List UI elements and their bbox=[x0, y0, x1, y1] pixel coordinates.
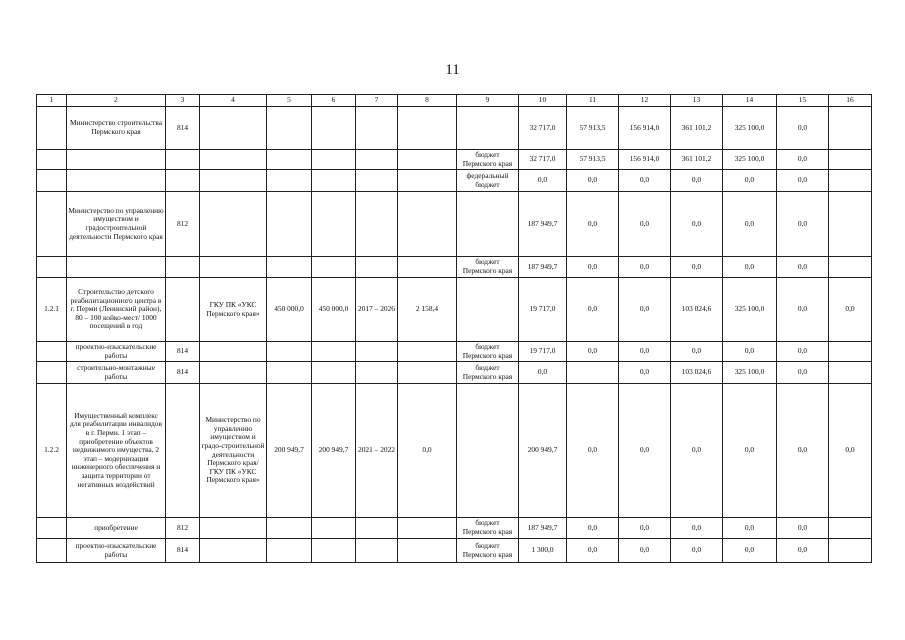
table-cell: 2 158,4 bbox=[398, 278, 457, 342]
table-cell: приобретение bbox=[67, 518, 166, 539]
table-cell bbox=[37, 257, 67, 278]
table-cell bbox=[200, 150, 267, 170]
table-cell bbox=[267, 257, 312, 278]
table-cell bbox=[37, 539, 67, 563]
table-cell: 0,0 bbox=[619, 362, 671, 384]
table-cell: бюджет Пермского края bbox=[457, 539, 519, 563]
table-cell: 0,0 bbox=[567, 170, 619, 192]
table-cell: 450 000,0 bbox=[312, 278, 356, 342]
table-cell: 156 914,0 bbox=[619, 107, 671, 150]
table-cell: 325 100,0 bbox=[723, 107, 777, 150]
table-cell: 0,0 bbox=[567, 278, 619, 342]
table-cell bbox=[398, 150, 457, 170]
table-cell: 325 100,0 bbox=[723, 150, 777, 170]
table-cell: федеральный бюджет bbox=[457, 170, 519, 192]
column-number-cell: 12 bbox=[619, 95, 671, 107]
table-cell: 0,0 bbox=[829, 384, 872, 518]
table-cell: 0,0 bbox=[723, 192, 777, 257]
table-cell bbox=[200, 170, 267, 192]
table-cell bbox=[37, 518, 67, 539]
table-cell: бюджет Пермского края bbox=[457, 257, 519, 278]
table-cell: Имущественный комплекс для реабилитации инвалидов в г. Перми. 1 этап – приобретение объектов недвижимого имущества, 2 этап – модернизация инженерного обеспечения и защита территории от негативных воздействий bbox=[67, 384, 166, 518]
table-cell bbox=[398, 539, 457, 563]
table-cell bbox=[267, 107, 312, 150]
table-cell bbox=[312, 539, 356, 563]
column-number-cell: 8 bbox=[398, 95, 457, 107]
table-cell: 325 100,0 bbox=[723, 278, 777, 342]
table-cell: 19 717,0 bbox=[519, 342, 567, 362]
table-cell: проектно-изыскательские работы bbox=[67, 539, 166, 563]
table-cell bbox=[398, 518, 457, 539]
table-cell: 1 300,0 bbox=[519, 539, 567, 563]
table-cell: ГКУ ПК «УКС Пермского края» bbox=[200, 278, 267, 342]
table-cell: 0,0 bbox=[671, 170, 723, 192]
table-cell: 187 949,7 bbox=[519, 518, 567, 539]
table-cell: 0,0 bbox=[619, 539, 671, 563]
table-cell bbox=[398, 192, 457, 257]
table-cell bbox=[457, 278, 519, 342]
table-cell bbox=[267, 150, 312, 170]
table-cell: 0,0 bbox=[777, 518, 829, 539]
table-cell: 812 bbox=[166, 518, 200, 539]
table-cell: 0,0 bbox=[519, 362, 567, 384]
table-cell: Министерство строительства Пермского края bbox=[67, 107, 166, 150]
column-number-cell: 2 bbox=[67, 95, 166, 107]
table-cell: 0,0 bbox=[671, 257, 723, 278]
table-cell: 0,0 bbox=[519, 170, 567, 192]
table-cell bbox=[457, 384, 519, 518]
table-cell: 200 949,7 bbox=[519, 384, 567, 518]
table-cell bbox=[37, 170, 67, 192]
table-cell: 0,0 bbox=[671, 342, 723, 362]
table-cell: 814 bbox=[166, 107, 200, 150]
table-cell bbox=[37, 192, 67, 257]
table-cell: 0,0 bbox=[777, 257, 829, 278]
table-cell: Министерство по управлению имуществом и градостроительной деятельности Пермского края bbox=[67, 192, 166, 257]
table-cell bbox=[267, 362, 312, 384]
table-cell: 814 bbox=[166, 362, 200, 384]
table-row bbox=[37, 257, 872, 278]
table-cell bbox=[457, 107, 519, 150]
table-cell: 0,0 bbox=[777, 342, 829, 362]
table-cell bbox=[356, 362, 398, 384]
table-cell: 361 101,2 bbox=[671, 150, 723, 170]
table-cell: 0,0 bbox=[723, 170, 777, 192]
table-cell: бюджет Пермского края bbox=[457, 362, 519, 384]
table-cell bbox=[829, 518, 872, 539]
column-number-cell: 7 bbox=[356, 95, 398, 107]
table-cell bbox=[398, 362, 457, 384]
table-cell: бюджет Пермского края bbox=[457, 342, 519, 362]
table-cell bbox=[829, 150, 872, 170]
table-cell bbox=[829, 539, 872, 563]
table-cell: 0,0 bbox=[777, 362, 829, 384]
column-number-cell: 13 bbox=[671, 95, 723, 107]
column-number-cell: 1 bbox=[37, 95, 67, 107]
table-cell: 32 717,0 bbox=[519, 107, 567, 150]
table-cell bbox=[356, 257, 398, 278]
table-row bbox=[37, 170, 872, 192]
header-row bbox=[37, 95, 872, 107]
column-number-cell: 9 bbox=[457, 95, 519, 107]
table-cell: 0,0 bbox=[829, 278, 872, 342]
table-cell: 187 949,7 bbox=[519, 257, 567, 278]
table-cell bbox=[356, 192, 398, 257]
table-cell: проектно-изыскательские работы bbox=[67, 342, 166, 362]
table-cell bbox=[37, 107, 67, 150]
table-cell bbox=[267, 518, 312, 539]
table-cell: 1.2.1 bbox=[37, 278, 67, 342]
table-cell: 0,0 bbox=[777, 192, 829, 257]
table-cell: 0,0 bbox=[723, 257, 777, 278]
table-cell bbox=[200, 192, 267, 257]
table-cell bbox=[829, 257, 872, 278]
table-cell bbox=[356, 107, 398, 150]
table-cell: 57 913,5 bbox=[567, 107, 619, 150]
page-number: 11 bbox=[445, 62, 460, 78]
table-cell: 450 000,0 bbox=[267, 278, 312, 342]
table-cell: строительно-монтажные работы bbox=[67, 362, 166, 384]
table-cell bbox=[200, 518, 267, 539]
table-row bbox=[37, 192, 872, 257]
table-cell: 0,0 bbox=[567, 384, 619, 518]
table-cell: 2021 – 2022 bbox=[356, 384, 398, 518]
table-cell: 0,0 bbox=[723, 539, 777, 563]
column-number-cell: 5 bbox=[267, 95, 312, 107]
table-cell: 0,0 bbox=[619, 170, 671, 192]
table-cell bbox=[200, 539, 267, 563]
table-cell: 812 bbox=[166, 192, 200, 257]
table-cell: 57 913,5 bbox=[567, 150, 619, 170]
table-cell: 361 101,2 bbox=[671, 107, 723, 150]
table-cell: 0,0 bbox=[619, 192, 671, 257]
table-cell: 0,0 bbox=[567, 257, 619, 278]
table-cell bbox=[267, 342, 312, 362]
table-cell bbox=[356, 342, 398, 362]
table-cell bbox=[312, 170, 356, 192]
table-cell: 0,0 bbox=[671, 539, 723, 563]
table-cell: бюджет Пермского края bbox=[457, 518, 519, 539]
table-cell bbox=[829, 107, 872, 150]
table-cell: 0,0 bbox=[777, 539, 829, 563]
table-cell bbox=[312, 342, 356, 362]
table-cell bbox=[312, 192, 356, 257]
table-cell bbox=[567, 362, 619, 384]
table-cell bbox=[166, 170, 200, 192]
table-row bbox=[37, 342, 872, 362]
column-number-cell: 16 bbox=[829, 95, 872, 107]
table-cell: 0,0 bbox=[777, 384, 829, 518]
table-cell bbox=[398, 257, 457, 278]
table-cell bbox=[37, 362, 67, 384]
table-cell bbox=[200, 257, 267, 278]
column-number-cell: 11 bbox=[567, 95, 619, 107]
table-cell bbox=[356, 150, 398, 170]
table-cell bbox=[267, 170, 312, 192]
table-cell: 156 914,0 bbox=[619, 150, 671, 170]
table-cell bbox=[829, 192, 872, 257]
column-number-cell: 14 bbox=[723, 95, 777, 107]
column-number-cell: 3 bbox=[166, 95, 200, 107]
table-cell: 0,0 bbox=[567, 539, 619, 563]
table-cell: 814 bbox=[166, 342, 200, 362]
table-cell bbox=[312, 518, 356, 539]
table-cell bbox=[356, 170, 398, 192]
table-cell: 0,0 bbox=[671, 192, 723, 257]
column-number-cell: 15 bbox=[777, 95, 829, 107]
table-cell bbox=[312, 107, 356, 150]
table-cell: 0,0 bbox=[777, 170, 829, 192]
table-cell bbox=[312, 362, 356, 384]
table-cell: 103 024,6 bbox=[671, 362, 723, 384]
table-cell: 200 949,7 bbox=[267, 384, 312, 518]
table-cell bbox=[200, 342, 267, 362]
table-cell bbox=[166, 150, 200, 170]
table-cell: 187 949,7 bbox=[519, 192, 567, 257]
table-cell: 0,0 bbox=[619, 342, 671, 362]
table-cell: 0,0 bbox=[619, 384, 671, 518]
column-number-cell: 6 bbox=[312, 95, 356, 107]
table-cell bbox=[200, 107, 267, 150]
table-cell bbox=[267, 539, 312, 563]
budget-table bbox=[36, 94, 872, 563]
table-cell: 0,0 bbox=[723, 384, 777, 518]
column-number-cell: 4 bbox=[200, 95, 267, 107]
table-cell bbox=[267, 192, 312, 257]
table-row bbox=[37, 384, 872, 518]
table-cell: 0,0 bbox=[671, 518, 723, 539]
table-row bbox=[37, 539, 872, 563]
table-cell: Министерство по управлению имуществом и градо-строительной деятельности Пермского края/ ГКУ ПК «УКС Пермского края» bbox=[200, 384, 267, 518]
table-cell: 200 949,7 bbox=[312, 384, 356, 518]
table-cell: 814 bbox=[166, 539, 200, 563]
table-cell bbox=[67, 257, 166, 278]
table-cell bbox=[829, 170, 872, 192]
table-cell bbox=[398, 170, 457, 192]
column-number-cell: 10 bbox=[519, 95, 567, 107]
table-cell bbox=[398, 342, 457, 362]
table-cell: 19 717,0 bbox=[519, 278, 567, 342]
table-cell: 0,0 bbox=[723, 518, 777, 539]
table-cell: 0,0 bbox=[777, 107, 829, 150]
table-cell: 0,0 bbox=[567, 518, 619, 539]
table-cell bbox=[312, 257, 356, 278]
table-row bbox=[37, 518, 872, 539]
table-cell bbox=[312, 150, 356, 170]
table-cell bbox=[67, 150, 166, 170]
table-cell bbox=[200, 362, 267, 384]
table-cell: 0,0 bbox=[777, 278, 829, 342]
table-cell bbox=[166, 278, 200, 342]
table-cell: 2017 – 2026 bbox=[356, 278, 398, 342]
table-cell: 1.2.2 bbox=[37, 384, 67, 518]
table-cell bbox=[356, 518, 398, 539]
table-cell: 0,0 bbox=[567, 342, 619, 362]
table-cell bbox=[166, 257, 200, 278]
table-cell: 0,0 bbox=[619, 518, 671, 539]
table-cell bbox=[166, 384, 200, 518]
table-cell: 0,0 bbox=[567, 192, 619, 257]
table-cell: 0,0 bbox=[723, 342, 777, 362]
table-cell: 0,0 bbox=[398, 384, 457, 518]
table-cell bbox=[356, 539, 398, 563]
table-cell bbox=[67, 170, 166, 192]
table-cell: 103 024,6 bbox=[671, 278, 723, 342]
table-cell: бюджет Пермского края bbox=[457, 150, 519, 170]
table-row bbox=[37, 362, 872, 384]
table-cell bbox=[829, 362, 872, 384]
table-row bbox=[37, 107, 872, 150]
table-row bbox=[37, 150, 872, 170]
table-cell: 0,0 bbox=[671, 384, 723, 518]
table-cell: 0,0 bbox=[619, 257, 671, 278]
table-row bbox=[37, 278, 872, 342]
table-cell: 325 100,0 bbox=[723, 362, 777, 384]
table-cell bbox=[457, 192, 519, 257]
table-cell bbox=[37, 150, 67, 170]
table-cell: 32 717,0 bbox=[519, 150, 567, 170]
table-cell: 0,0 bbox=[619, 278, 671, 342]
table-cell: 0,0 bbox=[777, 150, 829, 170]
table-cell bbox=[398, 107, 457, 150]
table-cell bbox=[829, 342, 872, 362]
table-cell: Строительство детского реабилитационного центра в г. Перми (Ленинский район), 80 – 100 койко-мест/ 1000 посещений в год bbox=[67, 278, 166, 342]
table-cell bbox=[37, 342, 67, 362]
